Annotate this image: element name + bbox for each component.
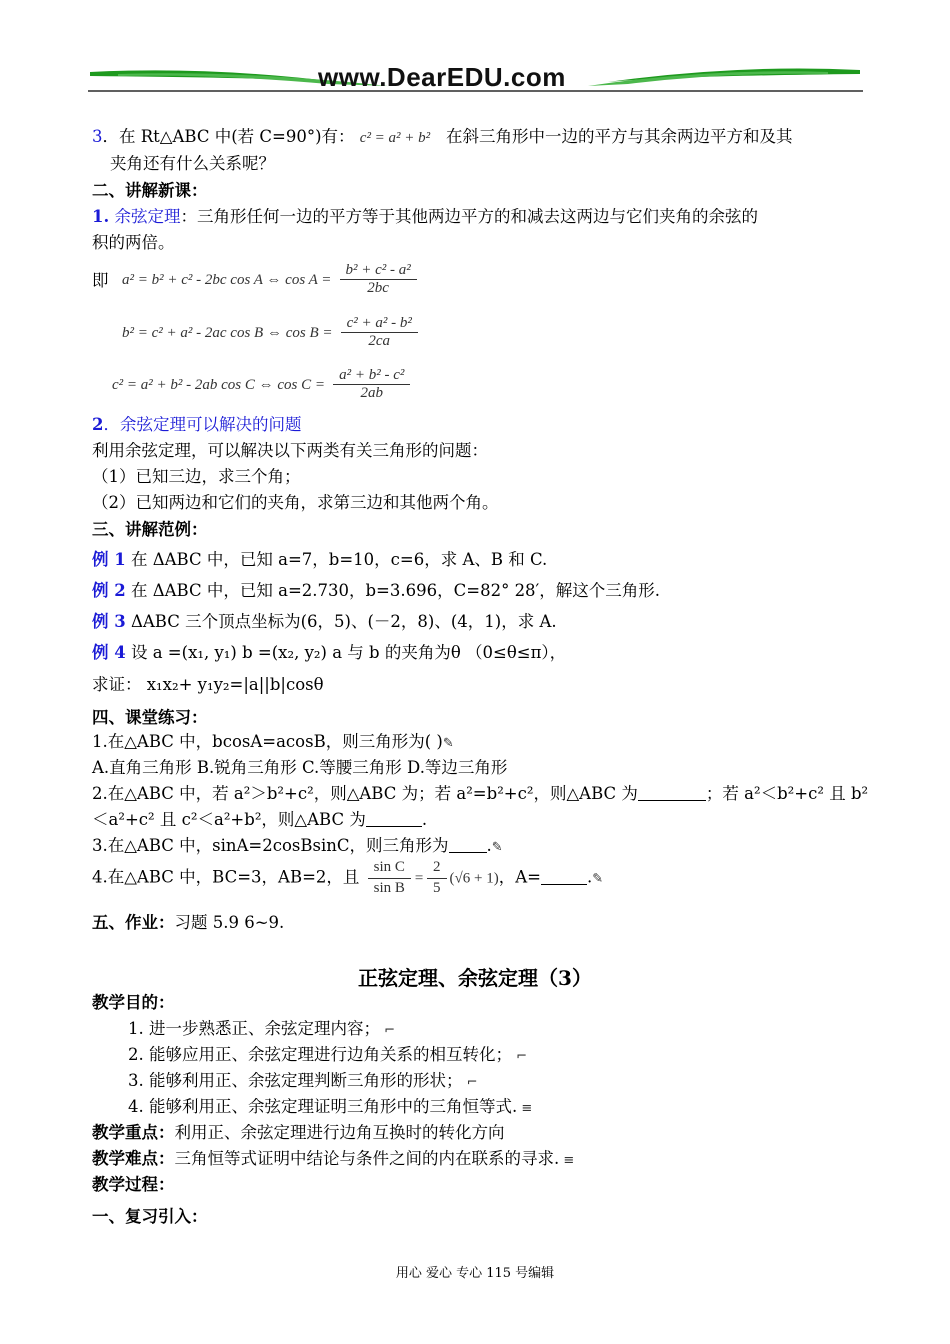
goal-1-text: 1. 进一步熟悉正、余弦定理内容； [128, 1019, 380, 1038]
formula-1-den: 2bc [367, 280, 389, 296]
homework-text: 习题 5.9 6~9. [174, 913, 285, 932]
goal-4-text: 4. 能够利用正、余弦定理证明三角形中的三角恒等式. [128, 1097, 518, 1116]
process-label: 教学过程： [92, 1175, 175, 1194]
formula-cos-c [112, 367, 413, 402]
practice-3 [92, 835, 503, 857]
goals-heading: 教学目的： [92, 993, 175, 1012]
formula-1-left: a² = b² + c² - 2bc cos A ⇔ cos A = [122, 272, 332, 288]
answer-blank [366, 810, 422, 828]
coefficient-num: 2 [427, 858, 447, 879]
coefficient-fraction [427, 858, 447, 898]
goal-1 [128, 1018, 395, 1040]
formula-2-den: 2ca [368, 333, 391, 349]
section-3-heading: 三、讲解范例： [92, 520, 208, 539]
sine-ratio-den: sin B [373, 879, 405, 896]
lesson-title: 正弦定理、余弦定理（3） [358, 966, 592, 990]
paragraph-mark-icon: ⌐ [380, 1023, 396, 1038]
practice-4-text-a: 4.在△ABC 中，BC=3，AB=2，且 [92, 867, 360, 887]
item-2-case-2: （2）已知两边和它们的夹角，求第三边和其他两个角。 [92, 493, 499, 512]
intro-text-c: 夹角还有什么关系呢？ [110, 154, 275, 173]
section-5-heading: 五、作业： [92, 913, 175, 932]
practice-1-text: 1.在△ABC 中，bcosA=acosB，则三角形为( ) [92, 732, 443, 751]
formula-3-den: 2ab [360, 385, 383, 401]
practice-2-line-2 [92, 809, 427, 830]
formula-cos-a [122, 262, 420, 297]
page-footer: 用心 爱心 专心 115 号编辑 [395, 1266, 555, 1281]
focus-text: 利用正、余弦定理进行边角互换时的转化方向 [174, 1123, 505, 1142]
intro-question-3 [92, 126, 792, 149]
intro-text-b: 在斜三角形中一边的平方与其余两边平方和及其 [445, 127, 793, 146]
example-2-text: 在 ΔABC 中，已知 a=2.730，b=3.696，C=82° 28′，解这个三角形. [125, 581, 661, 600]
example-4-proof: 求证： x₁x₂+ y₁y₂=|a||b|cosθ [92, 675, 324, 694]
goal-2 [128, 1044, 527, 1066]
formula-cos-b [122, 315, 421, 350]
formula-3-fraction [333, 367, 410, 402]
item-1-number: 1. [92, 207, 110, 226]
item-2-number: 2 [92, 415, 104, 434]
example-4 [92, 642, 566, 663]
difficulty-label: 教学难点： [92, 1149, 175, 1168]
example-4-text: 设 a =(x₁, y₁) b =(x₂, y₂) a 与 b 的夹角为θ （0≤θ≤π）， [125, 643, 567, 662]
example-1-label: 例 1 [92, 550, 126, 569]
item-1-body-a: ：三角形任何一边的平方等于其他两边平方的和减去这两边与它们夹角的余弦的 [180, 207, 758, 226]
example-3-label: 例 3 [92, 612, 126, 631]
teaching-focus [92, 1122, 505, 1143]
paragraph-mark-icon: ⌐ [462, 1075, 478, 1090]
equals-sign: = [413, 870, 425, 887]
cosine-law-statement [92, 206, 758, 227]
practice-4 [92, 858, 603, 898]
practice-2-line-1 [92, 783, 868, 804]
practice-3-text-a: 3.在△ABC 中，sinA=2cosBsinC，则三角形为 [92, 836, 449, 855]
practice-4-text-c: . [586, 867, 593, 887]
paragraph-mark-icon: ≡ [559, 1153, 575, 1168]
teaching-difficulty [92, 1148, 574, 1170]
practice-2-text-c: ＜a²+c² 且 c²＜a²+b²，则△ABC 为 [92, 810, 366, 829]
formula-lead: 即 [92, 271, 109, 290]
practice-3-text-b: . [486, 836, 492, 855]
pen-mark-icon: ✎ [491, 840, 503, 855]
pen-mark-icon: ✎ [592, 871, 604, 887]
sine-ratio-fraction [368, 858, 411, 898]
item-2-title: ．余弦定理可以解决的问题 [103, 415, 302, 434]
difficulty-text: 三角恒等式证明中结论与条件之间的内在联系的寻求. [174, 1149, 560, 1168]
paragraph-mark-icon: ≡ [517, 1101, 533, 1116]
formula-1-fraction [340, 262, 417, 297]
question-number: 3 [92, 127, 103, 146]
practice-1 [92, 731, 454, 753]
item-1-title: 余弦定理 [114, 207, 181, 226]
practice-2-text-b: ；若 a²＜b²+c² 且 b² [705, 784, 869, 803]
answer-blank [541, 867, 587, 885]
practice-1-options: A.直角三角形 B.锐角三角形 C.等腰三角形 D.等边三角形 [92, 758, 508, 777]
pen-mark-icon: ✎ [442, 736, 454, 751]
example-2-label: 例 2 [92, 581, 126, 600]
answer-blank [638, 784, 706, 802]
goal-2-text: 2. 能够应用正、余弦定理进行边角关系的相互转化； [128, 1045, 512, 1064]
goal-3-text: 3. 能够利用正、余弦定理判断三角形的形状； [128, 1071, 463, 1090]
section-4-heading: 四、课堂练习： [92, 708, 208, 727]
item-1-body-b: 积的两倍。 [92, 233, 175, 252]
example-1-text: 在 ΔABC 中，已知 a=7，b=10，c=6，求 A、B 和 C. [125, 550, 548, 569]
example-4-label: 例 4 [92, 643, 126, 662]
pythagorean-formula: c² = a² + b² [359, 130, 431, 146]
coefficient-den: 5 [433, 879, 441, 896]
homework [92, 912, 284, 933]
item-2-heading [92, 414, 301, 435]
section-2-heading: 二、讲解新课： [92, 181, 208, 200]
practice-4-text-b: ，A= [498, 867, 541, 887]
paragraph-mark-icon: ⌐ [512, 1049, 528, 1064]
site-logo: www.DearEDU.com [318, 62, 566, 92]
sine-ratio-num: sin C [368, 858, 411, 879]
item-2-intro: 利用余弦定理，可以解决以下两类有关三角形的问题： [92, 441, 488, 460]
intro-text-a: ．在 Rt△ABC 中(若 C=90°)有： [102, 127, 355, 146]
formula-2-left: b² = c² + a² - 2ac cos B ⇔ cos B = [122, 325, 333, 341]
practice-2-text-a: 2.在△ABC 中，若 a²＞b²+c²，则△ABC 为；若 a²=b²+c²，则△ABC 为 [92, 784, 638, 803]
review-heading: 一、复习引入： [92, 1207, 208, 1226]
radical-term: (√6 + 1) [449, 870, 499, 887]
goal-4 [128, 1096, 532, 1118]
example-3-text: ΔABC 三个顶点坐标为(6，5)、(－2，8)、(4，1)，求 A. [125, 612, 557, 631]
focus-label: 教学重点： [92, 1123, 175, 1142]
answer-blank [449, 836, 487, 854]
formula-2-num: c² + a² - b² [341, 315, 418, 333]
practice-2-text-d: . [421, 810, 428, 829]
formula-3-left: c² = a² + b² - 2ab cos C ⇔ cos C = [112, 377, 326, 393]
formula-1-num: b² + c² - a² [340, 262, 417, 280]
example-2 [92, 580, 660, 601]
goal-3 [128, 1070, 478, 1092]
formula-3-num: a² + b² - c² [333, 367, 410, 385]
item-2-case-1: （1）已知三边，求三个角； [92, 467, 301, 486]
example-1 [92, 549, 547, 570]
example-3 [92, 611, 557, 632]
formula-2-fraction [341, 315, 418, 350]
